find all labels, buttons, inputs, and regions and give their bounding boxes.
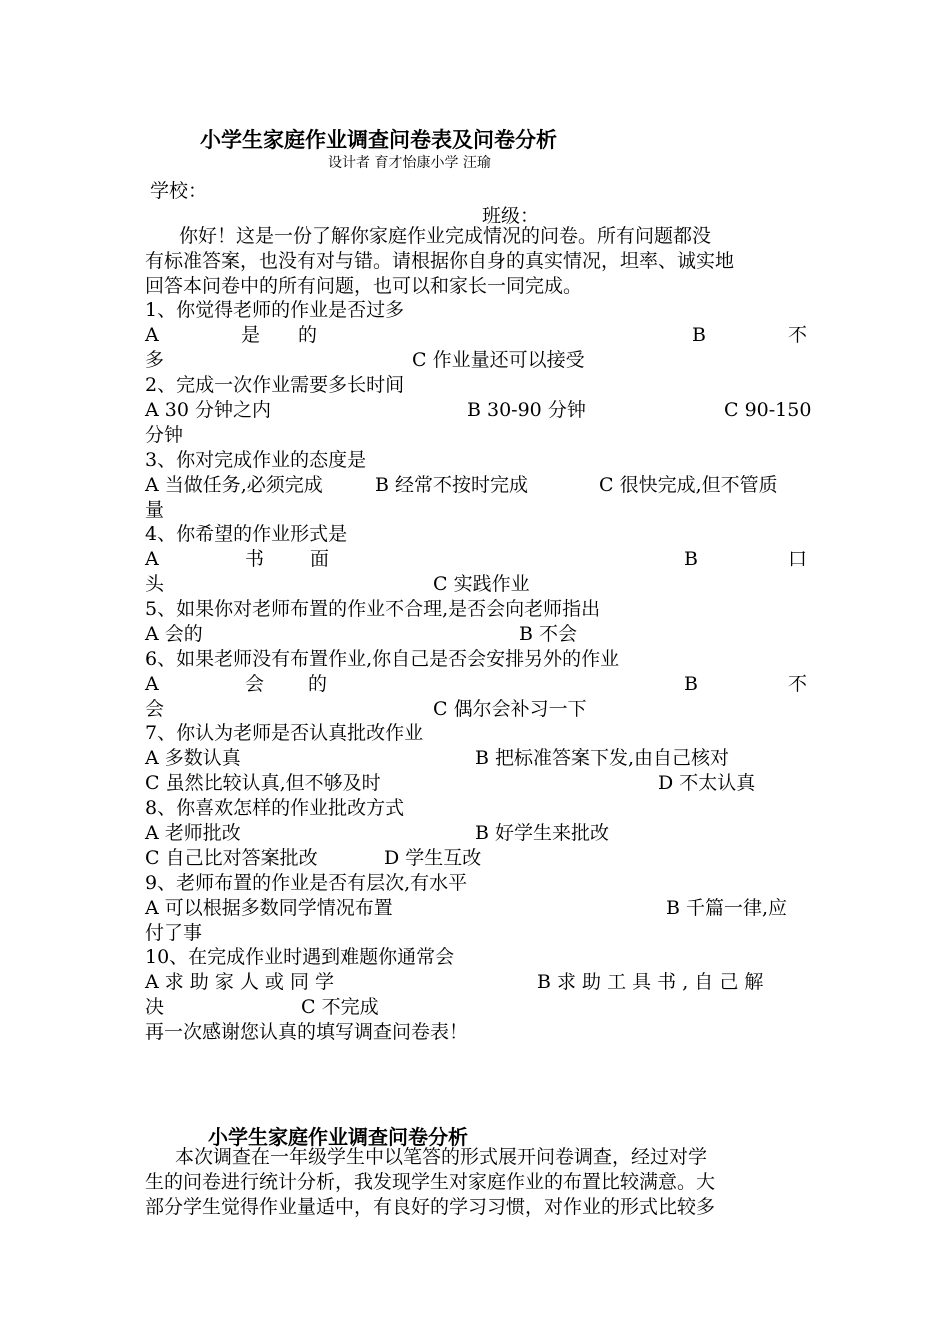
option-text: 会 [245,673,265,695]
option-text: 头 [145,573,165,595]
question-9: 9、老师布置的作业是否有层次,有水平 [145,872,468,894]
option-text: B [692,324,706,346]
option-text: B 好学生来批改 [475,822,610,844]
option-text: A 可以根据多数同学情况布置 [145,897,393,919]
option-text: 口 [788,548,808,570]
option-text: A 30 分钟之内 [145,399,271,421]
option-text: A 当做任务,必须完成 [145,474,323,496]
option-text: B 把标准答案下发,由自己核对 [475,747,730,769]
option-text: A 老师批改 [145,822,241,844]
analysis-line: 部分学生觉得作业量适中，有良好的学习习惯，对作业的形式比较多 [145,1196,716,1218]
option-text: C 作业量还可以接受 [412,349,585,371]
question-8: 8、你喜欢怎样的作业批改方式 [145,797,405,819]
q3-options-2: 量 [145,499,165,521]
question-2: 2、完成一次作业需要多长时间 [145,374,405,396]
option-text: C 不完成 [301,996,379,1018]
option-text: B 30-90 分钟 [467,399,586,421]
option-text: C 实践作业 [433,573,530,595]
thanks-line: 再一次感谢您认真的填写调查问卷表！ [145,1021,469,1043]
option-text: A 多数认真 [145,747,241,769]
option-text: 书 [245,548,265,570]
option-text: B 千篇一律,应 [666,897,788,919]
option-text: D 不太认真 [658,772,756,794]
option-text: 会 [145,698,165,720]
question-4: 4、你希望的作业形式是 [145,523,348,545]
option-text: C 虽然比较认真,但不够及时 [145,772,381,794]
option-text: B 求 助 工 具 书 , 自 己 解 [537,971,764,993]
option-text: C 偶尔会补习一下 [433,698,587,720]
option-text: B [684,673,698,695]
option-text: 多 [145,349,165,371]
q9-options-2: 付了事 [145,922,203,944]
option-text: A 会的 [145,623,203,645]
question-3: 3、你对完成作业的态度是 [145,449,367,471]
option-text: 决 [145,996,165,1018]
question-6: 6、如果老师没有布置作业,你自己是否会安排另外的作业 [145,648,620,670]
school-label: 学校： [150,180,208,202]
option-text: C 自己比对答案批改 [145,847,318,869]
intro-line: 回答本问卷中的所有问题，也可以和家长一同完成。 [145,275,583,297]
option-text: C 很快完成,但不管质 [599,474,778,496]
question-5: 5、如果你对老师布置的作业不合理,是否会向老师指出 [145,598,601,620]
analysis-line: 生的问卷进行统计分析，我发现学生对家庭作业的布置比较满意。大 [145,1171,716,1193]
option-text: C 90-150 [724,399,812,421]
option-text: B [684,548,698,570]
option-text: 不 [788,673,808,695]
option-text: A [145,673,159,695]
option-text: 的 [308,673,328,695]
option-text: 面 [310,548,330,570]
option-text: D 学生互改 [384,847,482,869]
q2-options-2: 分钟 [145,424,184,446]
question-7: 7、你认为老师是否认真批改作业 [145,722,424,744]
option-text: 的 [298,324,318,346]
option-text: A [145,548,159,570]
document-title: 小学生家庭作业调查问卷表及问卷分析 [200,127,557,152]
analysis-title: 小学生家庭作业调查问卷分析 [208,1125,468,1149]
option-text: B 不会 [519,623,578,645]
option-text: A [145,324,159,346]
analysis-line: 本次调查在一年级学生中以笔答的形式展开问卷调查，经过对学 [175,1146,708,1168]
class-label: 班级： [482,205,540,227]
option-text: 是 [241,324,261,346]
designer-line: 设计者 育才怡康小学 汪瑜 [328,155,491,171]
question-1: 1、你觉得老师的作业是否过多 [145,299,405,321]
option-text: B 经常不按时完成 [375,474,529,496]
question-10: 10、在完成作业时遇到难题你通常会 [145,946,455,968]
intro-line: 你好！这是一份了解你家庭作业完成情况的问卷。所有问题都没 [179,225,712,247]
option-text: 不 [788,324,808,346]
intro-line: 有标准答案，也没有对与错。请根据你自身的真实情况，坦率、诚实地 [145,250,735,272]
option-text: A 求 助 家 人 或 同 学 [145,971,334,993]
